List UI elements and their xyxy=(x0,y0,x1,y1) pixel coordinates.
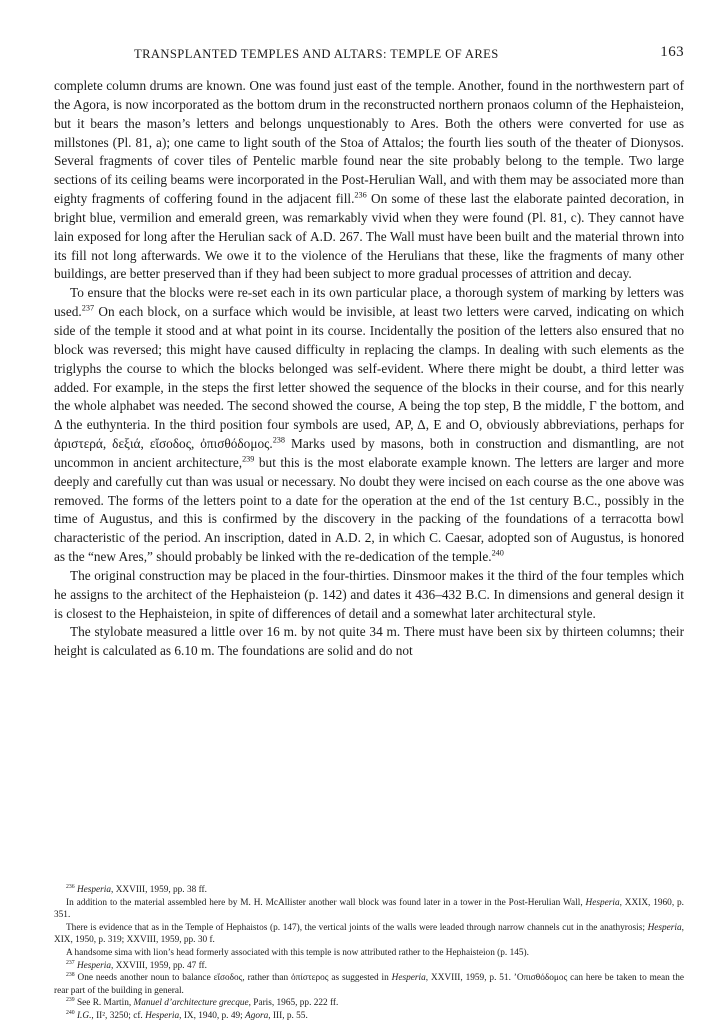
publication-title: I.G. xyxy=(76,1010,92,1021)
footnote-240 xyxy=(54,1010,684,1023)
journal-title: Hesperia xyxy=(145,1010,180,1021)
footnote-number: 240 xyxy=(66,1009,75,1016)
text-run: See R. Martin, xyxy=(74,998,134,1009)
text-run: A handsome sima with lion’s head formerly associated with this temple is now attributed rather to the Hephaisteion (p. 145). xyxy=(66,947,529,958)
footnote-239 xyxy=(54,997,684,1010)
footnote-number: 236 xyxy=(66,883,75,890)
page-number: 163 xyxy=(660,44,684,60)
text-run: , XIX, 1950, p. 319; XXVIII, 1959, pp. 30 f. xyxy=(54,922,684,946)
era-abbreviation: B.C. xyxy=(573,492,598,508)
footnote-236-continued xyxy=(54,947,684,960)
era-abbreviation: A.D. xyxy=(335,530,361,546)
footnote-237 xyxy=(54,960,684,973)
footnote-238 xyxy=(54,972,684,997)
text-run: In addition to the material assembled here by M. H. McAllister another wall block was found later in a tower in the Post-Herulian Wall, xyxy=(66,897,586,908)
text-run: 267. The Wall must have been built and the material thrown into its fill not long afterwards. We owe it to the violence of the Herulians that these, like the fragments of many other buildings, are better preserved than if they had been subject to more gradual processes of attrition and decay. xyxy=(54,228,684,282)
footnote-ref-239: 239 xyxy=(242,454,255,464)
footnotes xyxy=(54,884,684,1023)
footnote-236-continued xyxy=(54,922,684,947)
text-run: , XXIX, 1960, p. 351. xyxy=(54,897,684,921)
footnote-ref-236: 236 xyxy=(354,190,367,200)
journal-title: Hesperia xyxy=(391,973,426,984)
footnote-ref-237: 237 xyxy=(81,303,95,313)
book-title: Manuel d’architecture grecque xyxy=(133,998,249,1009)
text-run: , IX, 1940, p. 49; xyxy=(179,1010,246,1021)
text-run: On each block, on a surface which would be invisible, at least two letters were carved, indicating on which side of the temple it stood and at what point in its course. Incidentally the position of the letters also ensured that no block was reversed; this might have caused difficulty in replacing the clamps. In dealing with such elements as the triglyphs the course to which the blocks belonged was self-evident. Where there might be doubt, a third letter was added. For example, in the steps the first letter showed the sequence of the blocks in their course, and for this nearly the whole alphabet was needed. The second showed the course, Α being the top step, Β the middle, Γ the bottom, and Δ the euthynteria. In the third position four symbols are used, ΑΡ, Δ, Ε and Ο, obviously abbreviations, perhaps for ἀριστερά, δεξιά, εἴσοδος, ὀπισθόδομος. xyxy=(54,304,684,452)
text-run: , III, p. 55. xyxy=(268,1010,308,1021)
paragraph-1 xyxy=(54,77,684,284)
running-header xyxy=(54,44,684,64)
text-run: , XXVIII, 1959, pp. 47 ff. xyxy=(111,960,207,971)
footnote-236 xyxy=(54,884,684,897)
footnote-ref-238: 238 xyxy=(272,435,286,445)
footnote-number: 237 xyxy=(66,959,75,966)
footnote-number: 238 xyxy=(66,972,75,979)
text-run: One needs another noun to balance εἴσοδος, rather than ὀπίστερος as suggested in xyxy=(74,973,392,984)
text-run: To ensure that the blocks were re-set each in its own particular place, a thorough system of marking by letters was used. xyxy=(54,285,684,320)
text-run: The original construction may be placed in the four-thirties. Dinsmoor makes it the third of the four temples which he assigns to the architect of the Hephaisteion (p. 142) and dates it 436–432 xyxy=(54,567,684,602)
text-run: , II², 3250; cf. xyxy=(91,1010,146,1021)
text-run: The stylobate measured a little over 16 m. by not quite 34 m. There must have been six by thirteen columns; their height is calculated as 6.10 m. The foundations are solid and do not xyxy=(54,624,684,659)
journal-title: Hesperia xyxy=(76,885,112,895)
footnote-number: 239 xyxy=(66,997,75,1004)
text-run: but this is the most elaborate example known. The letters are larger and more deeply and carefully cut than was usual or necessary. No doubt they were incised on each course as the one above was removed. The forms of the letters point to a date for the operation at the end of the 1st century xyxy=(54,454,684,508)
text-run: In dimensions and general design it is closest to the Hephaisteion, in spite of differences of detail and a somewhat later architectural style. xyxy=(54,586,685,621)
era-abbreviation: A.D. xyxy=(310,228,336,244)
era-abbreviation: B.C. xyxy=(465,586,490,602)
paragraph-4 xyxy=(54,623,684,661)
text-run: Marks used by masons, both in construction and dismantling, are not uncommon in ancient architecture, xyxy=(54,436,684,470)
text-run: , Paris, 1965, pp. 222 ff. xyxy=(248,998,339,1009)
text-run: 2, in which C. Caesar, adopted son of Augustus, is honored as the “new Ares,” should probably be linked with the re-dedication of the temple. xyxy=(54,530,685,565)
paragraph-2 xyxy=(54,284,684,567)
text-run: , XXVIII, 1959, p. 51. ’Οπισθόδομος can here be taken to mean the rear part of the building in general. xyxy=(54,973,684,996)
journal-title: Hesperia xyxy=(647,922,682,933)
text-run: , possibly in the time of Augustus, and this is confirmed by the discovery in the packing of the foundations of a terracotta bowl characteristic of the period. An inscription, dated in xyxy=(54,492,685,546)
text-run: , XXVIII, 1959, pp. 38 ff. xyxy=(111,885,207,895)
paragraph-3 xyxy=(54,567,684,624)
main-text xyxy=(54,77,684,661)
text-run: complete column drums are known. One was found just east of the temple. Another, found in the northwestern part of the Agora, is now incorporated as the bottom drum in the reconstructed northern pronaos column of the Hephaisteion, but it bears the mason’s letters and belongs unquestionably to Ares. Both the others were converted for use as millstones (Pl. 81, a); one came to light south of the Stoa of Attalos; the fourth lies south of the theater of Dionysos. Several fragments of cover tiles of Pentelic marble found near the site probably belong to the temple. Two large sections of its ceiling beams were incorporated in the Post-Herulian Wall, and with them may be associated more than eighty fragments of coffering found in the adjacent fill. xyxy=(54,78,684,207)
footnote-ref-240: 240 xyxy=(491,548,504,558)
journal-title: Hesperia xyxy=(585,897,620,908)
running-title: TRANSPLANTED TEMPLES AND ALTARS: TEMPLE OF ARES xyxy=(134,47,499,61)
publication-title: Agora xyxy=(245,1010,269,1021)
footnote-236-continued xyxy=(54,897,684,922)
journal-title: Hesperia xyxy=(76,960,112,971)
text-run: On some of these last the elaborate painted decoration, in bright blue, vermilion and emerald green, was remarkably vivid when they were found (Pl. 81, c). They cannot have lain exposed for long after the Herulian sack of xyxy=(54,191,684,244)
text-run: There is evidence that as in the Temple of Hephaistos (p. 147), the vertical joints of the walls were leaded through narrow channels cut in the anathyrosis; xyxy=(66,922,648,933)
